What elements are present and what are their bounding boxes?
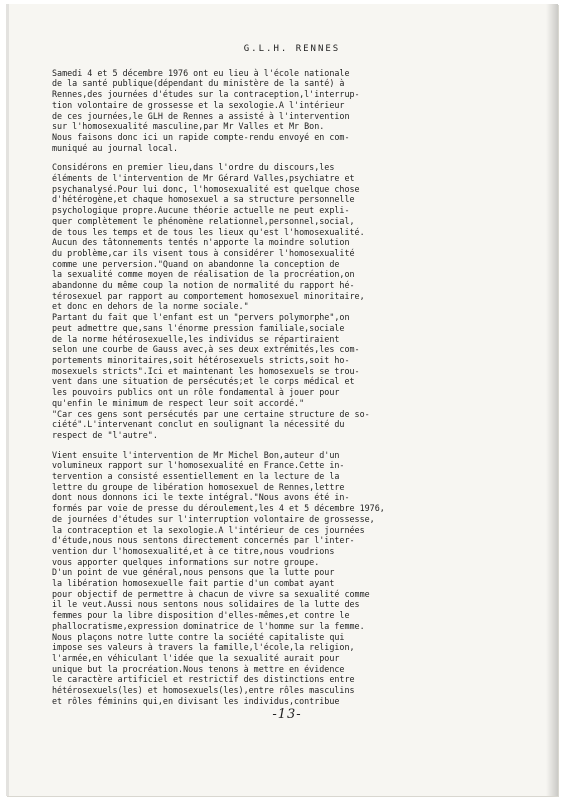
text-line: les pouvoirs publics ont un rôle fondamental à jouer pour [52, 387, 340, 398]
text-line: tervention a consisté essentiellement en la lecture de la [52, 471, 340, 482]
page-number: -13- [272, 707, 302, 723]
text-line: psychologique propre.Aucune théorie actuelle ne peut expli- [52, 205, 350, 216]
document-title: G.L.H. RENNES [243, 44, 341, 54]
text-line: phallocratisme,expression dominatrice de l'homme sur la femme. [52, 620, 365, 631]
text-line: selon une courbe de Gauss avec,à ses deux extrémités,les com- [52, 344, 360, 355]
text-line: ciété".L'intervenant conclut en soulignant la nécessité du [52, 419, 345, 430]
text-line: quer complètement le phénomène relationnel,personnel,social, [52, 215, 355, 226]
text-line: unique but la procréation.Nous tenons à mettre en évidence [52, 663, 345, 674]
text-line: Partant du fait que l'enfant est un "pervers polymorphe",on [52, 312, 350, 323]
text-line: hétérosexuels(les) et homosexuels(les),entre rôles masculins [52, 685, 355, 696]
page-right-edge-shadow [546, 4, 558, 796]
text-line: l'armée,en véhiculant l'idée que la sexualité aurait pour [52, 652, 340, 663]
text-line: le caractère artificiel et restrictif des distinctions entre [52, 674, 355, 685]
document-page [6, 4, 558, 796]
text-line: vention dur l'homosexualité,et à ce titre,nous voudrions [52, 545, 335, 556]
paragraph [52, 68, 522, 154]
text-line: dont nous donnons ici le texte intégral."Nous avons été in- [52, 492, 350, 503]
text-line: "Car ces gens sont persécutés par une certaine structure de so- [52, 408, 370, 419]
text-line: pour objectif de permettre à chacun de vivre sa sexualité comme [52, 588, 370, 599]
text-line: et donc en dehors de la norme sociale." [52, 301, 249, 312]
text-line: de la santé publique(dépendant du ministère de la santé) à [52, 78, 345, 89]
paragraph [52, 162, 522, 440]
text-line: de journées d'études sur l'interruption volontaire de grossesse, [52, 513, 375, 524]
text-line: térosexuel par rapport au comportement homosexuel minoritaire, [52, 290, 365, 301]
text-line: femmes pour la libre disposition d'elles-mêmes,et contre le [52, 610, 350, 621]
text-line: éléments de l'intervention de Mr Gérard Valles,psychiatre et [52, 173, 355, 184]
text-line: mosexuels stricts".Ici et maintenant les homosexuels se trou- [52, 365, 360, 376]
text-line: tion volontaire de grossesse et la sexologie.A l'intérieur [52, 99, 345, 110]
text-line: psychanalysé.Pour lui donc, l'homosexualité est quelque chose [52, 183, 360, 194]
text-line: Considérons en premier lieu,dans l'ordre du discours,les [52, 162, 335, 173]
text-line: du problème,car ils visent tous à considérer l'homosexualité [52, 247, 355, 258]
text-line: et rôles féminins qui,en divisant les individus,contribue [52, 695, 340, 706]
text-line: vous apporter quelques informations sur notre groupe. [52, 556, 320, 567]
text-line: sur l'homosexualité masculine,par Mr Valles et Mr Bon. [52, 121, 325, 132]
text-line: vent dans une situation de persécutés;et le corps médical et [52, 376, 355, 387]
text-line: Nous faisons donc ici un rapide compte-rendu envoyé en com- [52, 131, 350, 142]
text-line: Samedi 4 et 5 décembre 1976 ont eu lieu à l'école nationale [52, 67, 350, 78]
text-line: la libération homosexuelle fait partie d'un combat ayant [52, 578, 335, 589]
text-line: respect de "l'autre". [52, 429, 158, 440]
text-line: il le veut.Aussi nous sentons nous solidaires de la lutte des [52, 599, 360, 610]
text-line: comme une perversion."Quand on abandonne la conception de [52, 258, 340, 269]
text-line: impose ses valeurs à travers la famille,l'école,la religion, [52, 642, 355, 653]
text-line: Rennes,des journées d'études sur la contraception,l'interrup- [52, 89, 360, 100]
text-line: peut admettre que,sans l'énorme pression familiale,sociale [52, 322, 345, 333]
paragraph-list [52, 68, 522, 707]
text-line: la contraception et la sexologie.A l'intérieur de ces journées [52, 524, 365, 535]
text-line: Nous plaçons notre lutte contre la société capitaliste qui [52, 631, 345, 642]
page-left-edge [6, 4, 9, 796]
text-line: d'étude,nous nous sentons directement concernés par l'inter- [52, 535, 355, 546]
text-line: D'un point de vue général,nous pensons que la lutte pour [52, 567, 335, 578]
text-line: Aucun des tâtonnements tentés n'apporte la moindre solution [52, 237, 350, 248]
text-line: de la norme hétérosexuelle,les individus se répartiraient [52, 333, 340, 344]
text-line: Vient ensuite l'intervention de Mr Michel Bon,auteur d'un [52, 449, 340, 460]
text-line: muniqué au journal local. [52, 142, 179, 153]
text-line: portements minoritaires,soit hétérosexuels stricts,soit ho- [52, 354, 350, 365]
text-line: formés par voie de presse du déroulement,les 4 et 5 décembre 1976, [52, 503, 385, 514]
text-line: de tous les temps et de tous les lieux qu'est l'homosexualité. [52, 226, 365, 237]
paragraph [52, 450, 522, 707]
text-line: d'hétérogène,et chaque homosexuel a sa structure personnelle [52, 194, 355, 205]
text-line: la sexualité comme moyen de réalisation de la procréation,on [52, 269, 355, 280]
document-body [52, 44, 522, 721]
text-line: volumineux rapport sur l'homosexualité en France.Cette in- [52, 460, 345, 471]
text-line: qu'enfin le minimum de respect leur soit accordé." [52, 397, 305, 408]
text-line: lettre du groupe de libération homosexuel de Rennes,lettre [52, 481, 345, 492]
text-line: abandonne du même coup la notion de normalité du rapport hé- [52, 280, 355, 291]
text-line: de ces journées,le GLH de Rennes a assisté à l'intervention [52, 110, 350, 121]
